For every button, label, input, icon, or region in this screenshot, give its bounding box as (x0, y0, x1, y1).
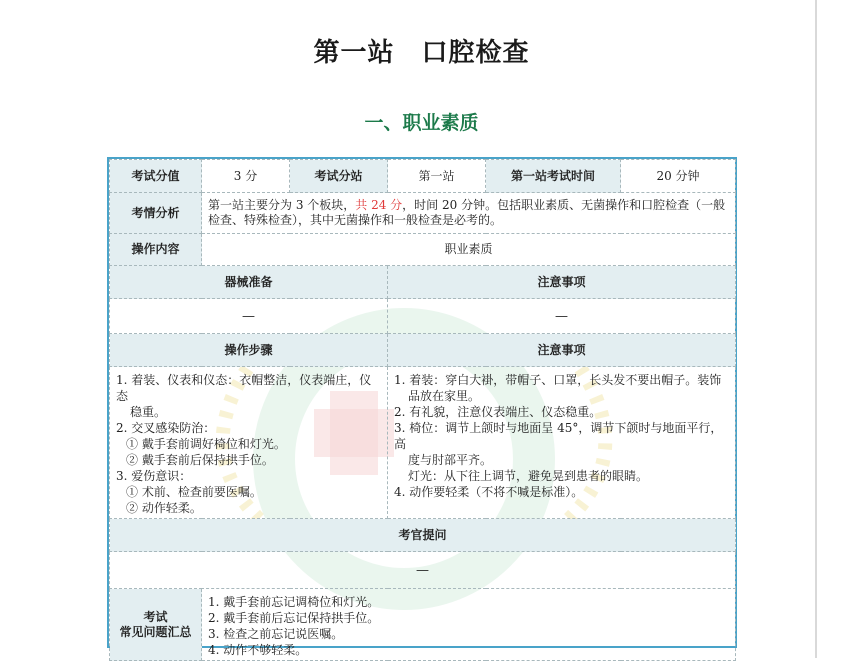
instrument-prep-header: 器械准备 (110, 266, 388, 299)
table-row (110, 299, 736, 334)
exam-table-container (107, 157, 737, 657)
operation-value: 职业素质 (202, 234, 736, 266)
steps-notes-header: 注意事项 (388, 334, 736, 367)
examiner-question-value: — (110, 552, 736, 589)
section-title: 一、职业素质 (364, 112, 479, 134)
page-title: 第一站 口腔检查 (313, 38, 530, 68)
analysis-text (202, 193, 736, 234)
table-row (110, 334, 736, 367)
instrument-prep-value: — (110, 299, 388, 334)
list-item: 度与肘部平齐。 (408, 453, 493, 467)
examiner-question-header: 考官提问 (110, 519, 736, 552)
table-row (110, 552, 736, 589)
station-label: 考试分站 (290, 160, 388, 193)
exam-table (109, 159, 736, 661)
list-item: 1. 着装、仪表和仪态：衣帽整洁，仪表端庄，仪态 (116, 373, 372, 403)
table-row (110, 589, 736, 661)
list-item: ② 动作轻柔。 (126, 501, 202, 515)
table-row (110, 266, 736, 299)
prep-notes-value: — (388, 299, 736, 334)
faq-label-line: 常见问题汇总 (119, 624, 192, 639)
list-item: 4. 动作不够轻柔。 (208, 643, 308, 657)
table-row (110, 519, 736, 552)
list-item: 灯光：从下往上调节，避免晃到患者的眼睛。 (408, 469, 649, 483)
list-item: 2. 有礼貌，注意仪表端庄、仪态稳重。 (394, 405, 602, 419)
list-item: ② 戴手套前后保持拱手位。 (126, 453, 274, 467)
list-item: 3. 椅位：调节上颌时与地面呈 45°，调节下颌时与地面平行，高 (394, 421, 723, 451)
list-item: 稳重。 (130, 405, 167, 419)
analysis-text-part: 第一站主要分为 3 个板块， (208, 198, 356, 212)
time-label: 第一站考试时间 (486, 160, 621, 193)
page-edge (815, 0, 817, 658)
table-row (110, 367, 736, 519)
steps-notes-list (388, 367, 736, 519)
analysis-highlight: 共 24 分 (355, 198, 403, 212)
list-item: 1. 着装：穿白大褂，带帽子、口罩，长头发不要出帽子。装饰 (394, 373, 722, 387)
list-item: ① 戴手套前调好椅位和灯光。 (126, 437, 286, 451)
score-label: 考试分值 (110, 160, 202, 193)
faq-list (202, 589, 736, 661)
station-value: 第一站 (388, 160, 486, 193)
list-item: ① 术前、检查前要医嘱。 (126, 485, 262, 499)
analysis-text-part: ，时间 20 分钟。包括职业素质、无菌操作和口腔检查（一般检查、特殊检查），其中无菌操作和一般检查是必考的。 (208, 198, 726, 227)
time-value: 20 分钟 (621, 160, 736, 193)
analysis-label: 考情分析 (110, 193, 202, 234)
faq-label-line: 考试 (143, 609, 168, 624)
list-item: 3. 检查之前忘记说医嘱。 (208, 627, 344, 641)
list-item: 2. 戴手套前后忘记保持拱手位。 (208, 611, 380, 625)
steps-header: 操作步骤 (110, 334, 388, 367)
prep-notes-header: 注意事项 (388, 266, 736, 299)
list-item: 2. 交叉感染防治： (116, 421, 216, 435)
faq-label (110, 589, 202, 661)
list-item: 4. 动作要轻柔（不将不喊是标准）。 (394, 485, 584, 499)
list-item: 品放在家里。 (408, 389, 481, 403)
table-row (110, 160, 736, 193)
list-item: 1. 戴手套前忘记调椅位和灯光。 (208, 595, 380, 609)
table-row (110, 234, 736, 266)
operation-label: 操作内容 (110, 234, 202, 266)
list-item: 3. 爱伤意识： (116, 469, 192, 483)
score-value: 3 分 (202, 160, 290, 193)
table-row (110, 193, 736, 234)
steps-list (110, 367, 388, 519)
